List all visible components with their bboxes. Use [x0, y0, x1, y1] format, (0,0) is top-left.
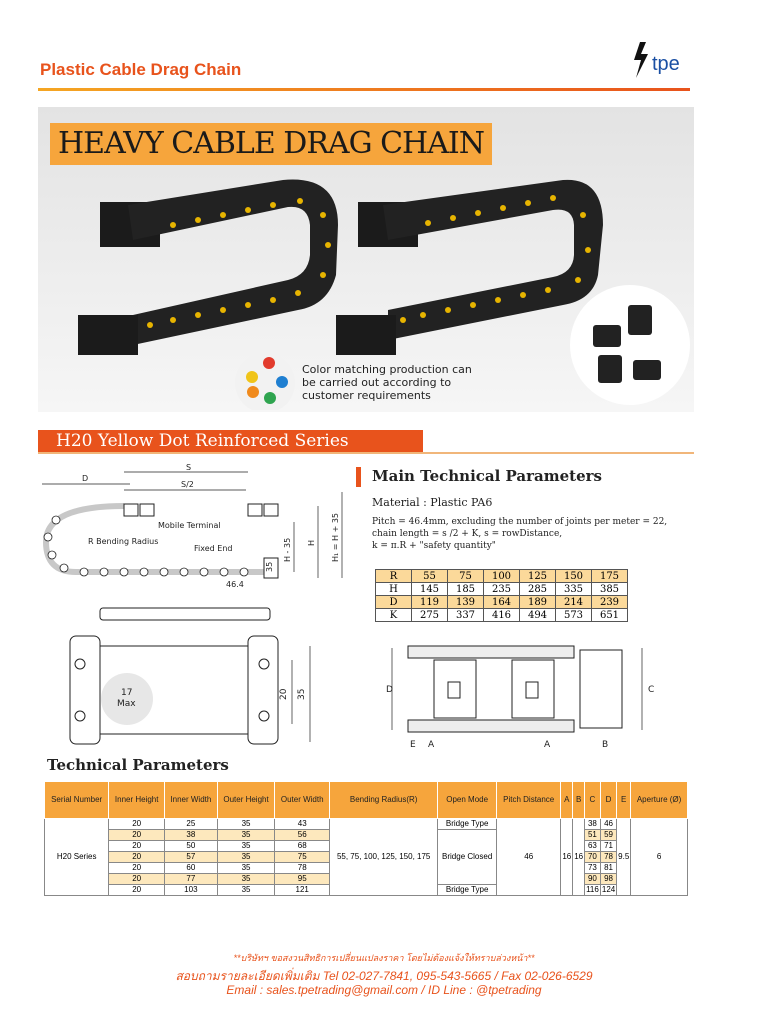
- tech-header-cell: Outer Height: [217, 782, 275, 819]
- tech-cell: H20 Series: [45, 819, 109, 896]
- tech-cell: 60: [165, 863, 218, 874]
- tech-cell: 124: [601, 885, 616, 894]
- radius-table-cell: 189: [520, 596, 556, 609]
- tech-cell: 35: [217, 885, 275, 896]
- radius-table-cell: 494: [520, 609, 556, 622]
- tech-header-cell: Inner Height: [109, 782, 165, 819]
- footer-email: Email : sales.tpetrading@gmail.com / ID Line : @tpetrading: [226, 983, 542, 997]
- tech-cell: 35: [217, 841, 275, 852]
- dim-E: E: [410, 740, 416, 750]
- tech-cell: 38: [165, 830, 218, 841]
- hero-banner: [50, 123, 492, 165]
- hero-banner-text: HEAVY CABLE DRAG CHAIN: [58, 126, 484, 161]
- tech-cell: 71: [600, 841, 616, 852]
- tech-cell: 55, 75, 100, 125, 150, 175: [330, 819, 438, 896]
- tech-row: [45, 819, 688, 830]
- tech-header-cell: C: [585, 782, 601, 819]
- tech-cell: 50: [165, 841, 218, 852]
- tech-cell: 77: [165, 874, 218, 885]
- tech-cell: 35: [217, 874, 275, 885]
- tech-header-cell: D: [600, 782, 616, 819]
- radius-table-cell: 235: [484, 583, 520, 596]
- tech-cell: 51: [585, 830, 601, 841]
- dim-A2: A: [544, 740, 551, 750]
- tech-cell: 78: [600, 852, 616, 863]
- label-bending-radius: R Bending Radius: [88, 537, 159, 546]
- tech-cell: 59: [600, 830, 616, 841]
- radius-table-cell: 416: [484, 609, 520, 622]
- tech-cell: 116: [586, 885, 599, 894]
- tech-header-cell: Pitch Distance: [497, 782, 561, 819]
- tech-cell: 46: [600, 819, 616, 830]
- color-note-line: Color matching production can: [302, 363, 472, 376]
- radius-table-cell: 55: [412, 570, 448, 583]
- tech-cell: 95: [275, 874, 330, 885]
- tech-cell: Bridge Type: [438, 819, 497, 830]
- tpe-logo: [630, 40, 690, 80]
- dim-D: D: [82, 474, 89, 483]
- tech-cell: 121: [275, 885, 330, 896]
- tech-cell: 70: [585, 852, 601, 863]
- radius-table-row: [376, 609, 628, 622]
- radius-table-cell: 139: [448, 596, 484, 609]
- material-line: Material : Plastic PA6: [372, 496, 493, 509]
- footer-phone: สอบถามรายละเอียดเพิ่มเติม Tel 02-027-7841, 095-543-5665 / Fax 02-026-6529: [175, 969, 593, 983]
- radius-table-cell: R: [376, 570, 412, 583]
- tech-cell: 73: [585, 863, 601, 874]
- radius-table-cell: 145: [412, 583, 448, 596]
- color-note: [302, 363, 482, 402]
- radius-table-cell: 239: [592, 596, 628, 609]
- cross-section-drawing: [60, 602, 320, 752]
- params-line: Pitch = 46.4mm, excluding the number of joints per meter = 22,: [372, 517, 668, 527]
- tech-cell: Bridge Type: [438, 885, 497, 896]
- tech-header-cell: Bending Radius(R): [330, 782, 438, 819]
- tech-cell: 20: [109, 885, 165, 896]
- tech-cell: 57: [165, 852, 218, 863]
- dim-D3: D: [386, 685, 393, 695]
- tech-header-cell: Aperture (Ø): [631, 782, 688, 819]
- tech-cell: 6: [631, 819, 688, 896]
- radius-table-cell: 651: [592, 609, 628, 622]
- tech-header-cell: Inner Width: [165, 782, 218, 819]
- drag-chain-right: [336, 180, 603, 355]
- label-mobile-terminal: Mobile Terminal: [158, 521, 221, 530]
- dim-46-4: 46.4: [226, 580, 244, 589]
- radius-table-cell: 185: [448, 583, 484, 596]
- footer-notice: **บริษัทฯ ขอสงวนสิทธิการเปลี่ยนแปลงราคา โดยไม่ต้องแจ้งให้ทราบล่วงหน้า**: [233, 953, 535, 963]
- dim-H: H: [307, 539, 316, 546]
- series-rule: [38, 452, 694, 454]
- radius-table-cell: K: [376, 609, 412, 622]
- tech-cell: 35: [217, 819, 275, 830]
- label-17: 17: [121, 688, 133, 698]
- radius-table-cell: 125: [520, 570, 556, 583]
- dim-35b: 35: [297, 688, 307, 700]
- main-params-title: Main Technical Parameters: [372, 467, 603, 485]
- tech-header-cell: A: [561, 782, 573, 819]
- dim-A: A: [428, 740, 435, 750]
- radius-table-cell: D: [376, 596, 412, 609]
- tech-cell: 103: [165, 885, 218, 896]
- tech-table: [44, 781, 688, 896]
- dim-S: S: [186, 463, 192, 472]
- tech-header-cell: Open Mode: [438, 782, 497, 819]
- tech-cell: 43: [275, 819, 330, 830]
- tech-header-cell: E: [617, 782, 631, 819]
- color-note-line: be carried out according to: [302, 376, 452, 389]
- tech-cell: 20: [109, 863, 165, 874]
- dim-H1: H₁ = H + 35: [331, 513, 340, 562]
- radius-table-cell: 75: [448, 570, 484, 583]
- radius-table-cell: 337: [448, 609, 484, 622]
- tech-header-cell: Outer Width: [275, 782, 330, 819]
- link-top-drawing: [384, 640, 664, 752]
- tech-cell: 35: [217, 863, 275, 874]
- radius-table-cell: 150: [556, 570, 592, 583]
- accessories-photo: [570, 285, 690, 405]
- radius-table-cell: 285: [520, 583, 556, 596]
- tech-cell: 63: [585, 841, 601, 852]
- tech-cell: 78: [275, 863, 330, 874]
- label-max: Max: [117, 699, 136, 709]
- drag-chain-left: [78, 180, 338, 355]
- radius-table-row: [376, 570, 628, 583]
- radius-table-cell: 100: [484, 570, 520, 583]
- dim-35: 35: [265, 561, 274, 572]
- radius-table-cell: 119: [412, 596, 448, 609]
- radius-table: [375, 569, 628, 622]
- dim-C: C: [648, 685, 655, 695]
- tech-cell: 16: [573, 819, 585, 896]
- dim-S2: S/2: [181, 480, 194, 489]
- tech-cell: 90: [585, 874, 601, 885]
- tech-cell: 98: [600, 874, 616, 885]
- radius-table-cell: 175: [592, 570, 628, 583]
- tech-cell: 20: [109, 830, 165, 841]
- radius-table-row: [376, 583, 628, 596]
- radius-table-cell: 275: [412, 609, 448, 622]
- radius-table-cell: 214: [556, 596, 592, 609]
- page-title: Plastic Cable Drag Chain: [40, 60, 242, 79]
- tech-cell: 35: [217, 852, 275, 863]
- params-line: chain length = s /2 + K, s = rowDistance,: [372, 529, 563, 539]
- header-rule: [38, 88, 690, 91]
- tech-cell: 16: [561, 819, 573, 896]
- radius-table-cell: 335: [556, 583, 592, 596]
- tech-params-title: Technical Parameters: [47, 756, 229, 774]
- logo-text: tpe: [652, 53, 680, 75]
- tech-cell: 20: [109, 841, 165, 852]
- radius-table-cell: 573: [556, 609, 592, 622]
- radius-table-cell: H: [376, 583, 412, 596]
- dim-20: 20: [279, 688, 289, 700]
- tech-cell: 81: [600, 863, 616, 874]
- tech-cell: Bridge Closed: [438, 830, 497, 885]
- color-note-line: customer requirements: [302, 389, 431, 402]
- tech-cell: 38: [585, 819, 601, 830]
- tech-cell: 25: [165, 819, 218, 830]
- radius-table-cell: 164: [484, 596, 520, 609]
- radius-table-row: [376, 596, 628, 609]
- tech-header-cell: B: [573, 782, 585, 819]
- params-text: [372, 516, 692, 552]
- label-fixed-end: Fixed End: [194, 544, 233, 553]
- chain-side-drawing: [36, 462, 356, 592]
- tech-header-cell: Serial Number: [45, 782, 109, 819]
- tech-cell: 20: [109, 852, 165, 863]
- dim-H-35: H - 35: [283, 537, 292, 562]
- params-line: k = π.R + "safety quantity": [372, 541, 496, 551]
- tech-cell: 56: [275, 830, 330, 841]
- tech-cell: 20: [109, 874, 165, 885]
- dim-B: B: [602, 740, 609, 750]
- section-marker: [356, 467, 361, 487]
- tech-cell: 75: [275, 852, 330, 863]
- tech-cell: 35: [217, 830, 275, 841]
- tech-cell: 68: [275, 841, 330, 852]
- tech-cell: 9.5: [617, 819, 631, 896]
- series-bar: [38, 430, 423, 452]
- tech-cell: 20: [109, 819, 165, 830]
- tech-cell: 46: [497, 819, 561, 896]
- color-dots: [235, 353, 295, 410]
- series-title: H20 Yellow Dot Reinforced Series: [56, 431, 349, 451]
- radius-table-cell: 385: [592, 583, 628, 596]
